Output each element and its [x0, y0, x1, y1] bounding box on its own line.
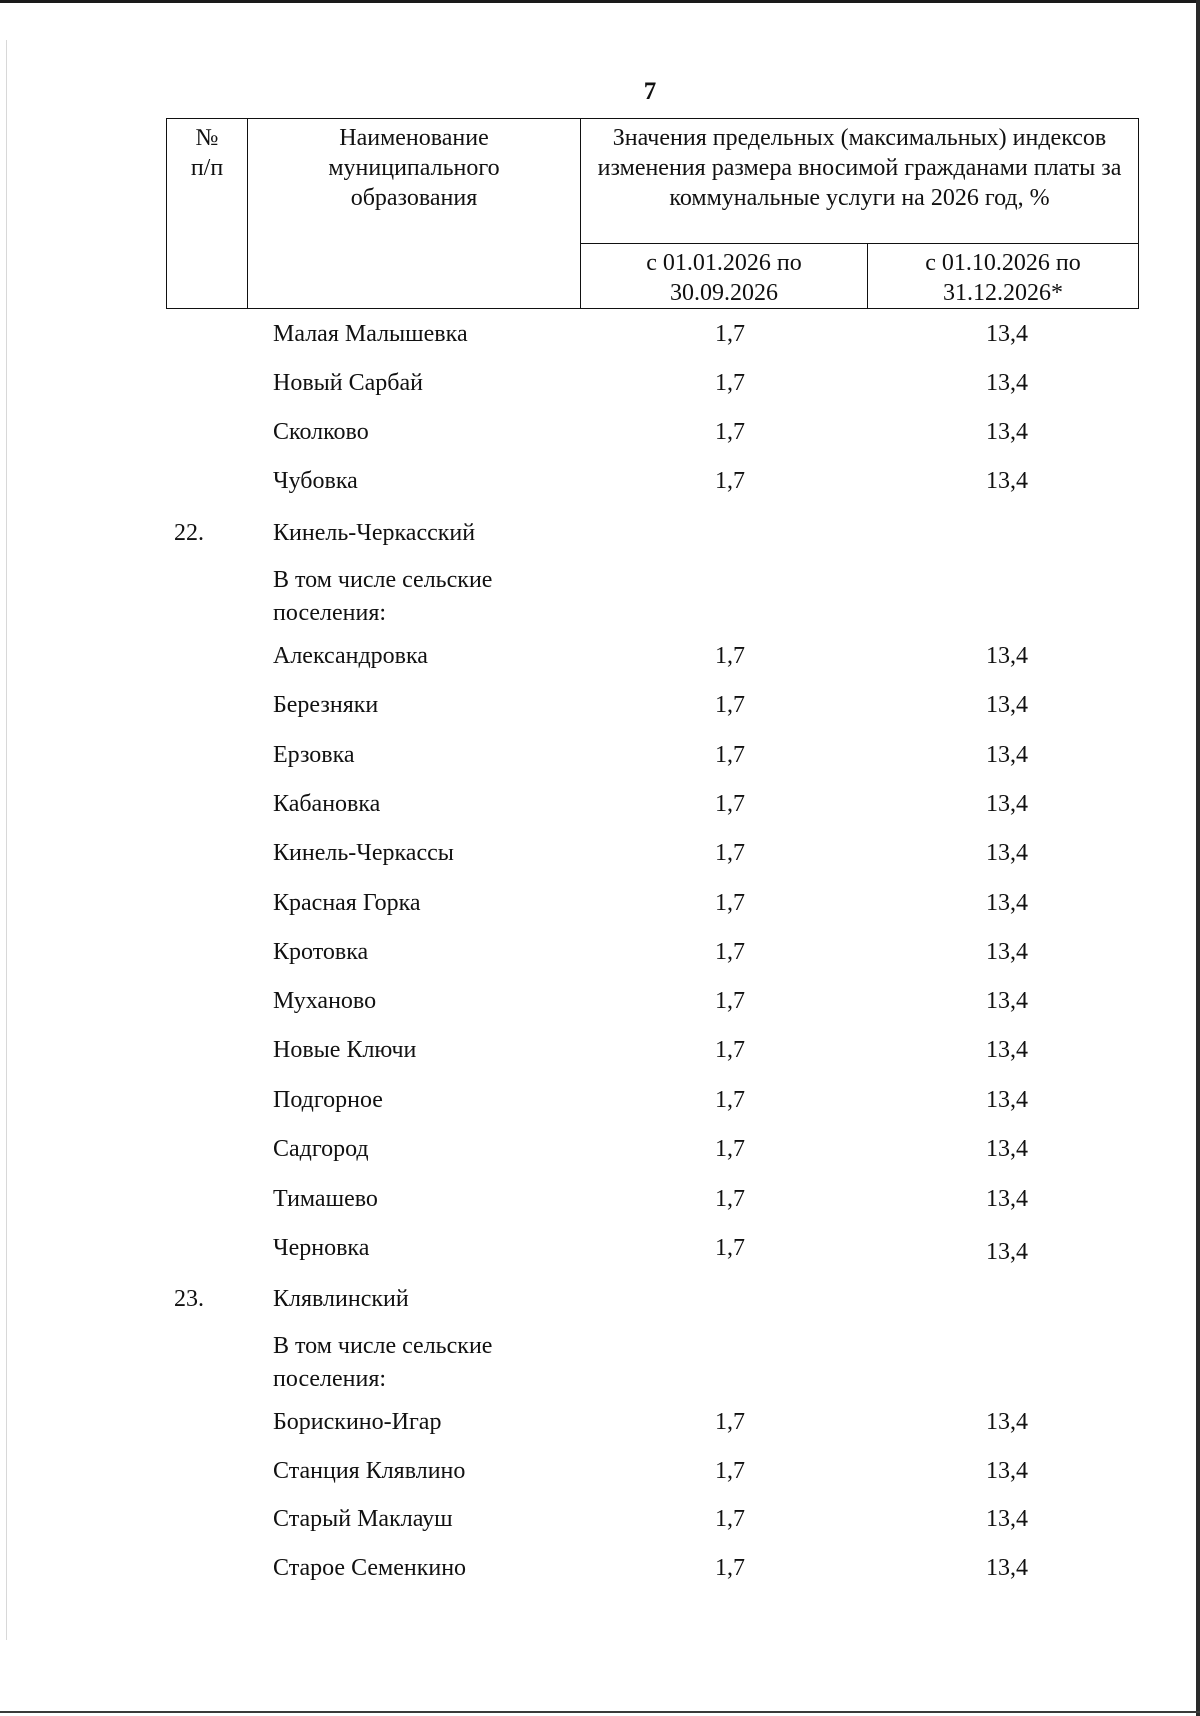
row-name: Муханово	[273, 988, 377, 1014]
row-number: 22.	[174, 520, 204, 546]
row-value-period-2: 13,4	[986, 1555, 1028, 1581]
row-name: Старое Семенкино	[273, 1555, 467, 1581]
row-value-period-2: 13,4	[986, 791, 1028, 817]
row-value-period-1: 1,7	[715, 419, 745, 445]
row-value-period-1: 1,7	[715, 370, 745, 396]
row-name: Садгород	[273, 1136, 369, 1162]
row-value-period-2: 13,4	[986, 1087, 1028, 1113]
row-number: 23.	[174, 1286, 204, 1312]
row-value-period-1: 1,7	[715, 988, 745, 1014]
row-name: Черновка	[273, 1235, 370, 1261]
table-header	[166, 118, 1139, 309]
row-name: Новые Ключи	[273, 1037, 417, 1063]
row-name: Малая Малышевка	[273, 321, 468, 347]
row-value-period-2: 13,4	[986, 939, 1028, 965]
scan-edge-bottom	[0, 1711, 1200, 1713]
row-value-period-1: 1,7	[715, 1087, 745, 1113]
row-value-period-2: 13,4	[986, 692, 1028, 718]
row-value-period-1: 1,7	[715, 1186, 745, 1212]
row-value-period-1: 1,7	[715, 1235, 745, 1261]
row-name: Подгорное	[273, 1087, 383, 1113]
row-name: Александровка	[273, 643, 428, 669]
row-value-period-2: 13,4	[986, 643, 1028, 669]
header-period-2: с 01.10.2026 по 31.12.2026*	[868, 244, 1139, 309]
row-value-period-2: 13,4	[986, 1506, 1028, 1532]
row-value-period-1: 1,7	[715, 890, 745, 916]
row-name: Борискино-Игар	[273, 1409, 442, 1435]
page-number: 7	[643, 78, 657, 105]
row-value-period-1: 1,7	[715, 321, 745, 347]
header-period-1: с 01.01.2026 по 30.09.2026	[581, 244, 868, 309]
row-value-period-1: 1,7	[715, 939, 745, 965]
row-value-period-2: 13,4	[986, 419, 1028, 445]
header-values: Значения предельных (максимальных) индексов изменения размера вносимой гражданами платы за коммунальные услуги на 2026 год, %	[581, 119, 1139, 244]
row-name: Кинель-Черкасский	[273, 520, 476, 546]
header-num: № п/п	[167, 119, 248, 309]
row-value-period-2: 13,4	[986, 742, 1028, 768]
row-name: Березняки	[273, 692, 379, 718]
scan-edge-right	[1196, 0, 1200, 1716]
row-value-period-1: 1,7	[715, 1506, 745, 1532]
row-value-period-1: 1,7	[715, 1458, 745, 1484]
row-name: Ерзовка	[273, 742, 355, 768]
row-value-period-2: 13,4	[986, 1186, 1028, 1212]
row-name: Красная Горка	[273, 890, 421, 916]
row-value-period-2: 13,4	[986, 1458, 1028, 1484]
row-name: Клявлинский	[273, 1286, 409, 1312]
row-name: Кинель-Черкассы	[273, 840, 454, 866]
header-name: Наименование муниципального образования	[248, 119, 581, 309]
row-name: Кротовка	[273, 939, 369, 965]
row-name: Кабановка	[273, 791, 381, 817]
row-value-period-1: 1,7	[715, 791, 745, 817]
row-value-period-1: 1,7	[715, 742, 745, 768]
row-value-period-2: 13,4	[986, 370, 1028, 396]
row-value-period-2: 13,4	[986, 468, 1028, 494]
row-value-period-1: 1,7	[715, 468, 745, 494]
row-value-period-2: 13,4	[986, 1409, 1028, 1435]
row-name: Тимашево	[273, 1186, 378, 1212]
row-value-period-2: 13,4	[986, 988, 1028, 1014]
row-value-period-2: 13,4	[986, 1239, 1028, 1265]
row-name: Станция Клявлино	[273, 1458, 466, 1484]
row-value-period-2: 13,4	[986, 890, 1028, 916]
row-value-period-1: 1,7	[715, 643, 745, 669]
subheading-rural-settlements: В том числе сельские поселения:	[273, 1333, 493, 1392]
row-value-period-1: 1,7	[715, 1037, 745, 1063]
row-name: Новый Сарбай	[273, 370, 423, 396]
row-value-period-2: 13,4	[986, 1037, 1028, 1063]
row-value-period-1: 1,7	[715, 1409, 745, 1435]
row-value-period-2: 13,4	[986, 840, 1028, 866]
row-value-period-1: 1,7	[715, 692, 745, 718]
row-value-period-1: 1,7	[715, 840, 745, 866]
row-name: Старый Маклауш	[273, 1506, 453, 1532]
scan-edge-left	[6, 40, 7, 1640]
subheading-rural-settlements: В том числе сельские поселения:	[273, 567, 493, 626]
row-value-period-2: 13,4	[986, 1136, 1028, 1162]
row-value-period-1: 1,7	[715, 1555, 745, 1581]
row-value-period-1: 1,7	[715, 1136, 745, 1162]
scan-edge-top	[0, 0, 1200, 3]
row-name: Сколково	[273, 419, 369, 445]
row-value-period-2: 13,4	[986, 321, 1028, 347]
row-name: Чубовка	[273, 468, 358, 494]
